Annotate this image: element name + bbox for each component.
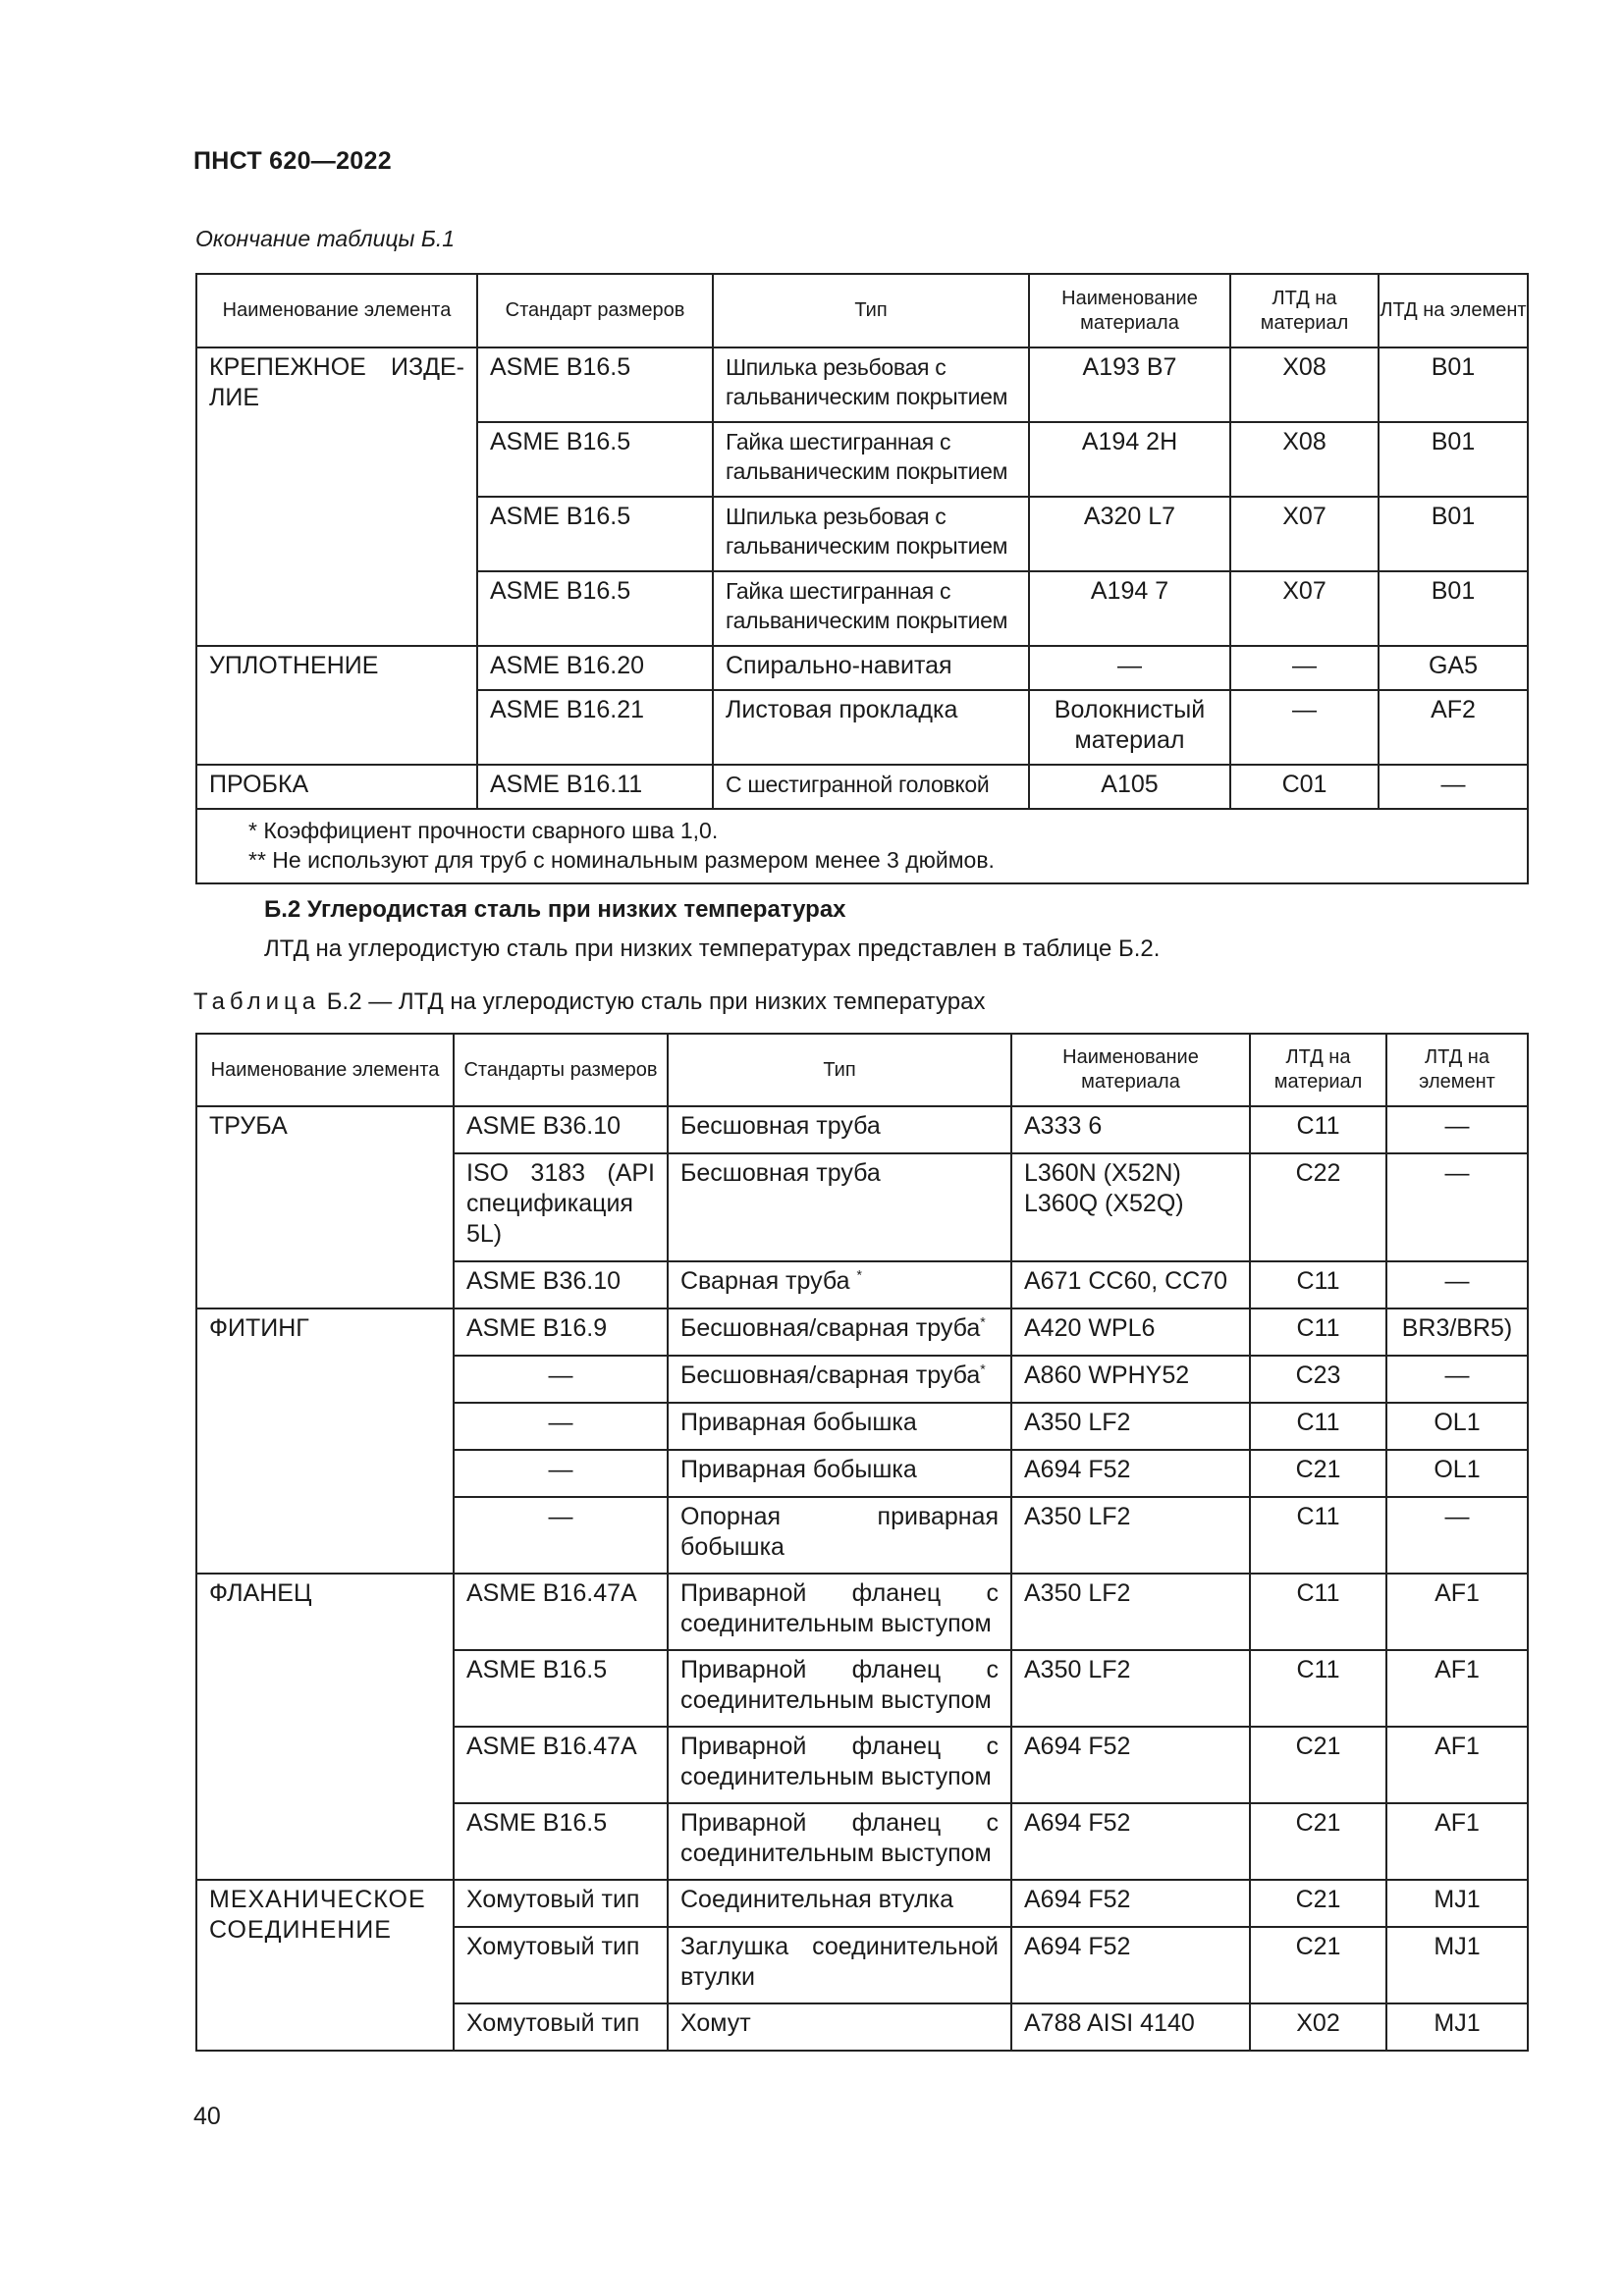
section-title: Б.2 Углеродистая сталь при низких температурах [264,896,846,923]
standard-cell: — [454,1497,668,1574]
element-name-cell: ПРОБКА [196,765,477,809]
table-row [196,765,1528,809]
standard-cell: Хомутовый тип [454,1927,668,2003]
table2-header-cell: Наименование материала [1011,1034,1250,1106]
ltd-element-cell: — [1386,1497,1528,1574]
type-cell: Соединительная втулка [668,1880,1011,1927]
type-cell: Листовая прокладка [713,690,1029,765]
material-cell: A694 F52 [1011,1450,1250,1497]
type-text: Бесшовная/сварная труба [680,1362,981,1389]
ltd-element-cell: OL1 [1386,1403,1528,1450]
standard-cell: ASME B36.10 [454,1261,668,1308]
ltd-material-cell: — [1230,646,1379,690]
ltd-element-cell: B01 [1379,497,1528,571]
material-cell: A350 LF2 [1011,1403,1250,1450]
type-cell: Бесшовная труба [668,1106,1011,1153]
ltd-element-cell: GA5 [1379,646,1528,690]
ltd-material-cell: C23 [1250,1356,1386,1403]
table-row [196,646,1528,690]
ltd-material-cell: C22 [1250,1153,1386,1261]
table1-header-cell: Наименование материала [1029,274,1230,347]
element-name-cell: ФИТИНГ [196,1308,454,1574]
table1-header-cell: Наименование элемента [196,274,477,347]
type-cell: Приварная бобышка [668,1403,1011,1450]
table1 [195,273,1529,884]
ltd-element-cell: BR3/BR5) [1386,1308,1528,1356]
ltd-material-cell: C11 [1250,1497,1386,1574]
element-name-cell: МЕХАНИЧЕСКОЕ СОЕДИНЕНИЕ [196,1880,454,2051]
type-cell: Опорная приварная бобышка [668,1497,1011,1574]
material-cell: A420 WPL6 [1011,1308,1250,1356]
section-paragraph: ЛТД на углеродистую сталь при низких температурах представлен в таблице Б.2. [264,935,1161,962]
ltd-material-cell: X07 [1230,497,1379,571]
ltd-element-cell: B01 [1379,422,1528,497]
ltd-material-cell: C21 [1250,1450,1386,1497]
standard-cell: ASME B36.10 [454,1106,668,1153]
standard-cell: ISO 3183 (API спецификация 5L) [454,1153,668,1261]
table2-caption-word: Таблица [193,988,321,1015]
standard-cell: ASME B16.21 [477,690,713,765]
ltd-element-cell: AF1 [1386,1803,1528,1880]
type-cell: Гайка шестигранная с гальваническим покрытием [713,422,1029,497]
ltd-element-cell: MJ1 [1386,1927,1528,2003]
ltd-material-cell: X08 [1230,422,1379,497]
material-cell: A694 F52 [1011,1927,1250,2003]
type-cell: Шпилька резьбовая с гальваническим покрытием [713,347,1029,422]
type-cell: С шестигранной головкой [713,765,1029,809]
type-cell: Спирально-навитая [713,646,1029,690]
table1-header-cell: Стандарт размеров [477,274,713,347]
material-cell: A194 2H [1029,422,1230,497]
table2-header-cell: Наименование элемента [196,1034,454,1106]
footnote-mark: * [980,1361,986,1377]
footnote-mark: * [856,1266,862,1283]
type-cell: Приварной фланец с соединительным выступом [668,1727,1011,1803]
type-cell [668,1308,1011,1356]
ltd-material-cell: X08 [1230,347,1379,422]
material-cell: — [1029,646,1230,690]
table2 [195,1033,1529,2052]
standard-cell: ASME B16.20 [477,646,713,690]
standard-cell: ASME B16.9 [454,1308,668,1356]
ltd-material-cell: C21 [1250,1727,1386,1803]
material-cell: A860 WPHY52 [1011,1356,1250,1403]
table2-caption [193,988,985,1016]
table2-header-row [196,1034,1528,1106]
type-cell: Хомут [668,2003,1011,2051]
ltd-element-cell: MJ1 [1386,1880,1528,1927]
ltd-material-cell: C11 [1250,1650,1386,1727]
ltd-element-cell: AF2 [1379,690,1528,765]
ltd-element-cell: AF1 [1386,1650,1528,1727]
standard-cell: — [454,1450,668,1497]
standard-cell: ASME B16.5 [454,1803,668,1880]
standard-cell: — [454,1403,668,1450]
footnote: * Коэффициент прочности сварного шва 1,0. [248,818,719,843]
table2-header-cell: ЛТД на материал [1250,1034,1386,1106]
ltd-element-cell: OL1 [1386,1450,1528,1497]
element-name-cell: КРЕПЕЖНОЕ ИЗДЕ-ЛИЕ [196,347,477,646]
table-row [196,1308,1528,1356]
material-cell: A694 F52 [1011,1880,1250,1927]
ltd-element-cell: — [1386,1356,1528,1403]
standard-cell: Хомутовый тип [454,1880,668,1927]
ltd-material-cell: X07 [1230,571,1379,646]
type-cell: Гайка шестигранная с гальваническим покрытием [713,571,1029,646]
table-row [196,1880,1528,1927]
standard-cell: ASME B16.47A [454,1727,668,1803]
table-row [196,1106,1528,1153]
ltd-element-cell: — [1386,1153,1528,1261]
ltd-material-cell: C11 [1250,1261,1386,1308]
ltd-material-cell: C21 [1250,1927,1386,2003]
table2-header-cell: ЛТД на элемент [1386,1034,1528,1106]
material-cell: A788 AISI 4140 [1011,2003,1250,2051]
standard-cell: ASME B16.47A [454,1574,668,1650]
ltd-element-cell: B01 [1379,347,1528,422]
table-row [196,347,1528,422]
footnote: ** Не используют для труб с номинальным размером менее 3 дюймов. [248,847,995,873]
ltd-element-cell: AF1 [1386,1727,1528,1803]
material-cell: A105 [1029,765,1230,809]
ltd-material-cell: C21 [1250,1803,1386,1880]
standard-cell: ASME B16.5 [477,571,713,646]
table2-header-cell: Тип [668,1034,1011,1106]
ltd-element-cell: B01 [1379,571,1528,646]
material-cell: A350 LF2 [1011,1574,1250,1650]
table1-header-cell: Тип [713,274,1029,347]
type-cell [668,1261,1011,1308]
material-cell: L360N (X52N) L360Q (X52Q) [1011,1153,1250,1261]
ltd-element-cell: — [1379,765,1528,809]
material-cell: A193 B7 [1029,347,1230,422]
type-cell: Заглушка соединительной втулки [668,1927,1011,2003]
standard-cell: ASME B16.5 [454,1650,668,1727]
type-cell: Приварной фланец с соединительным выступом [668,1574,1011,1650]
type-cell: Приварной фланец с соединительным выступом [668,1650,1011,1727]
material-cell: A333 6 [1011,1106,1250,1153]
material-cell: A320 L7 [1029,497,1230,571]
table1-header-row [196,274,1528,347]
type-cell: Бесшовная труба [668,1153,1011,1261]
standard-cell: ASME B16.5 [477,497,713,571]
document-code: ПНСТ 620—2022 [193,147,392,175]
table2-header-cell: Стандарты размеров [454,1034,668,1106]
table2-caption-text: Б.2 — ЛТД на углеродистую сталь при низких температурах [326,988,986,1015]
table1-header-cell: ЛТД на материал [1230,274,1379,347]
standard-cell: Хомутовый тип [454,2003,668,2051]
element-name-cell: УПЛОТНЕНИЕ [196,646,477,765]
table1-header-cell: ЛТД на элемент [1379,274,1528,347]
table-row [196,1574,1528,1650]
standard-cell: — [454,1356,668,1403]
ltd-material-cell: C21 [1250,1880,1386,1927]
page-number: 40 [193,2103,221,2130]
ltd-element-cell: MJ1 [1386,2003,1528,2051]
ltd-element-cell: — [1386,1106,1528,1153]
element-name-cell: ТРУБА [196,1106,454,1308]
material-cell: Волокнистый материал [1029,690,1230,765]
standard-cell: ASME B16.11 [477,765,713,809]
type-text: Бесшовная/сварная труба [680,1314,981,1342]
ltd-material-cell: X02 [1250,2003,1386,2051]
ltd-material-cell: — [1230,690,1379,765]
material-cell: A694 F52 [1011,1727,1250,1803]
standard-cell: ASME B16.5 [477,347,713,422]
material-cell: A350 LF2 [1011,1650,1250,1727]
table1-notes [196,809,1528,883]
footnote-mark: * [980,1313,986,1330]
ltd-material-cell: C11 [1250,1403,1386,1450]
type-cell [668,1356,1011,1403]
element-name-cell: ФЛАНЕЦ [196,1574,454,1880]
type-text: Сварная труба [680,1267,850,1295]
standard-cell: ASME B16.5 [477,422,713,497]
material-cell: A694 F52 [1011,1803,1250,1880]
ltd-element-cell: — [1386,1261,1528,1308]
table1-notes-row [196,809,1528,883]
type-cell: Приварная бобышка [668,1450,1011,1497]
ltd-material-cell: C11 [1250,1574,1386,1650]
table1-caption: Окончание таблицы Б.1 [195,226,456,251]
material-cell: A671 CC60, CC70 [1011,1261,1250,1308]
type-cell: Шпилька резьбовая с гальваническим покрытием [713,497,1029,571]
material-cell: A350 LF2 [1011,1497,1250,1574]
type-cell: Приварной фланец с соединительным выступом [668,1803,1011,1880]
ltd-material-cell: C11 [1250,1308,1386,1356]
ltd-material-cell: C01 [1230,765,1379,809]
ltd-element-cell: AF1 [1386,1574,1528,1650]
material-cell: A194 7 [1029,571,1230,646]
ltd-material-cell: C11 [1250,1106,1386,1153]
